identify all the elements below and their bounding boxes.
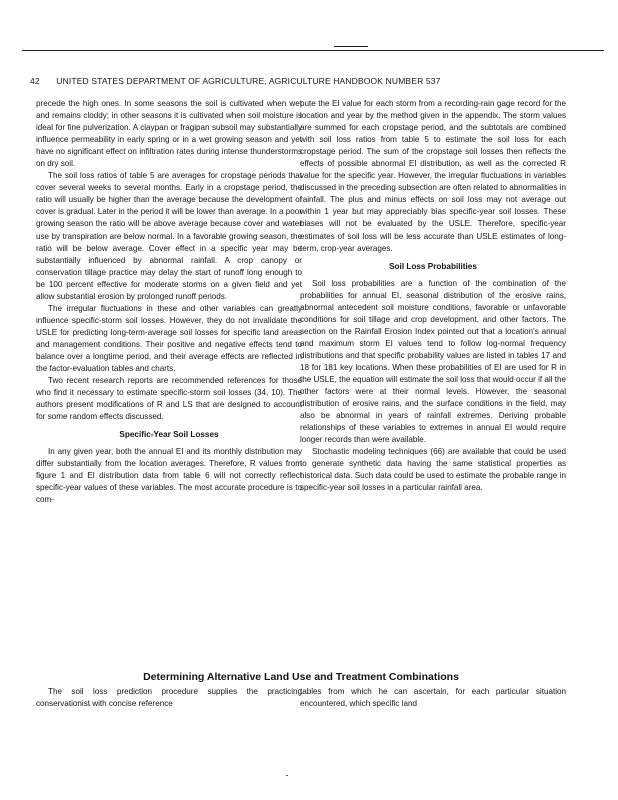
paragraph: Two recent research reports are recommended references for those who find it necessary to estimate specific-storm soil losses (34, 10). The authors present modifications of R and LS that are designed to account for some random effects discussed. <box>36 376 302 422</box>
paragraph: Soil loss probabilities are a function of the combination of the probabilities for annual EI, seasonal distribution of the erosive rains, abnormal antecedent soil moisture conditions, favorable or unfavorable conditions for soil tillage and crop development, and other factors. The section on the Rainfall Erosion Index pointed out that a location's annual and maximum storm EI values tend to follow log-normal frequency distributions and that specific probability values are listed in tables 17 and 18 for 181 key locations. When these probabilities of EI are used for R in the USLE, the equation will estimate the soil loss that would occur if all the other factors were at their normal levels. However, the seasonal distribution of erosive rains, and the surface conditions in the field, may also be abnormal in years of rainfall extremes. Deriving probable relationships of these variables to extremes in annual EI would require longer records than were available. <box>300 278 566 445</box>
paragraph: pute the EI value for each storm from a recording-rain gage record for the location and year by the method given in the appendix. The storm values are summed for each cropstage period, and the subtotals are combined with soil loss ratios from table 5 to estimate the soil loss for each cropstage period. The sum of the cropstage soil losses then reflects the effects of possible abnormal EI distribution, as well as the corrected R value for the specific year. However, the irregular fluctuations in variables discussed in the preceding subsection are often related to abnormalities in rainfall. The plus and minus effects on soil loss may not average out within 1 year but may appreciably bias specific-year soil losses. These biases will not be evaluated by the USLE. Therefore, specific-year estimates of soil loss will be less accurate than USLE estimates of long-term, crop-year averages. <box>300 99 566 253</box>
right-column <box>300 98 566 494</box>
paragraph: precede the high ones. In some seasons the soil is cultivated when wet and remains cloddy; in other seasons it is cultivated when soil moisture is ideal for fine pulverization. A claypan or fragipan subsoil may substantially influence permeability in early spring or in a wet growing season and yet have no significant effect on infiltration rates during intense thunderstorms on dry soil. <box>36 99 302 169</box>
paragraph: In any given year, both the annual EI and its monthly distribution may differ substantially from the location averages. Therefore, R values from figure 1 and EI distribution data from table 6 will not correctly reflect specific-year values of these variables. The most accurate procedure is to com- <box>36 447 302 505</box>
paragraph: The irregular fluctuations in these and other variables can greatly influence specific-storm soil losses. However, they do not invalidate the USLE for predicting long-term-average soil losses for specific land areas and management conditions. Their positive and negative effects tend to balance over a longtime period, and their average effects are reflected in the factor-evaluation tables and charts. <box>36 303 302 374</box>
top-rule-mark <box>334 46 368 47</box>
section-left-column <box>36 686 302 710</box>
paragraph: The soil loss prediction procedure supplies the practicing conservationist with concise reference <box>36 687 302 709</box>
scan-speck <box>286 775 288 776</box>
top-rule <box>22 50 604 51</box>
subsection-heading-specific-year: Specific-Year Soil Losses <box>119 430 219 440</box>
running-title: UNITED STATES DEPARTMENT OF AGRICULTURE, AGRICULTURE HANDBOOK NUMBER 537 <box>56 76 441 86</box>
subsection-heading-probabilities: Soil Loss Probabilities <box>389 261 477 271</box>
running-header <box>30 76 590 86</box>
paragraph: The soil loss ratios of table 5 are averages for cropstage periods that cover several weeks to several months. Early in a cropstage period, the ratio will usually be higher than the average because the development of cover is gradual. Later in the period it will be lower than average. In a poor growing season the ratio will be above average because cover and water use by transpiration are below normal. In a favorable growing season, the ratio will be below average. Cover effect in a specific year may be substantially influenced by abnormal rainfall. A crop canopy or conservation tillage practice may delay the start of runoff long enough to be 100 percent effective for moderate storms on a given field and yet allow substantial erosion by prolonged runoff periods. <box>36 171 302 301</box>
paragraph: Stochastic modeling techniques (66) are available that could be used to generate synthetic data having the same statistical properties as historical data. Such data could be used to estimate the probable range in specific-year soil losses in a particular rainfall area. <box>300 447 566 493</box>
section-heading: Determining Alternative Land Use and Treatment Combinations <box>143 671 459 683</box>
left-column <box>36 98 302 507</box>
paragraph: tables from which he can ascertain, for each particular situation encountered, which specific land <box>300 687 566 709</box>
page-number: 42 <box>30 76 40 86</box>
section-right-column <box>300 686 566 710</box>
